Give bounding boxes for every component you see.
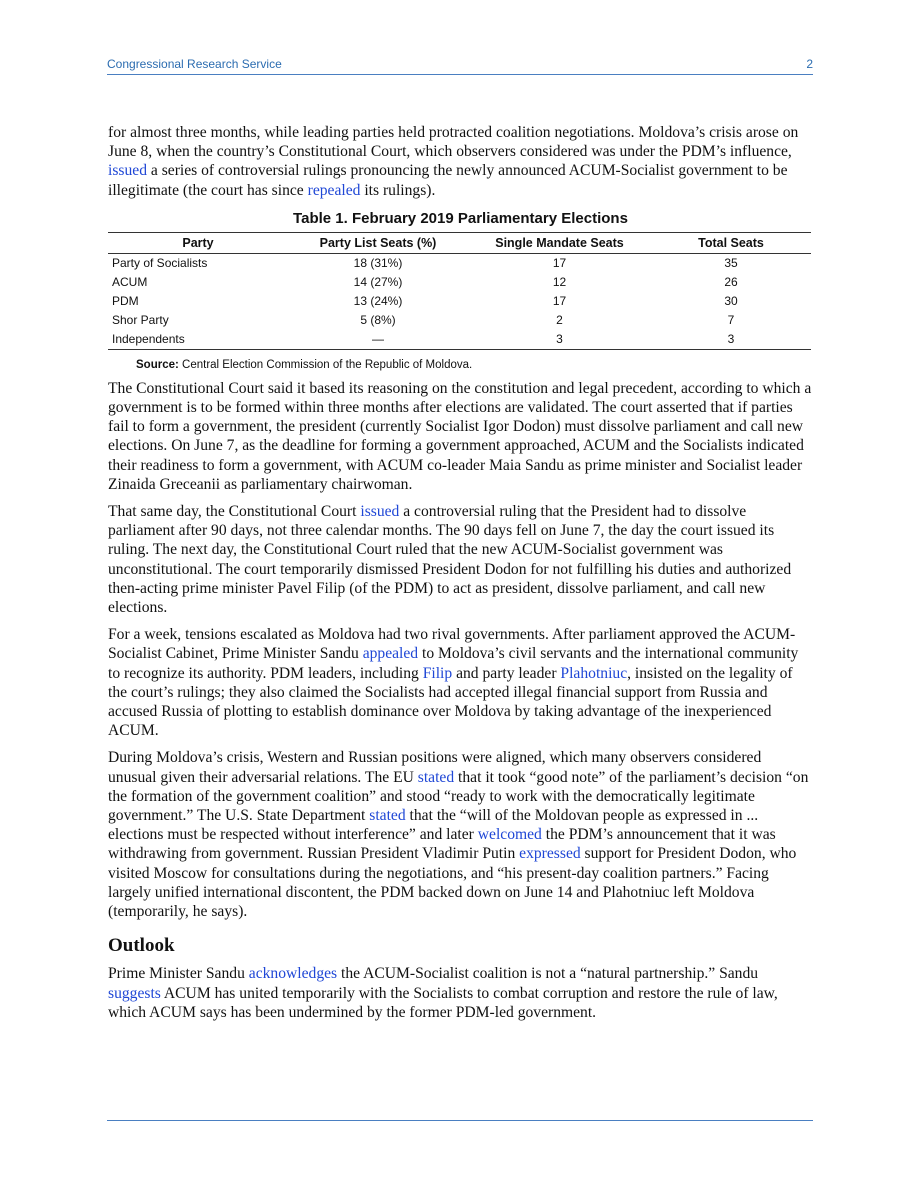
cell-party: Independents	[108, 330, 288, 350]
link-plahotniuc[interactable]: Plahotniuc	[560, 664, 628, 682]
paragraph-outlook: Prime Minister Sandu acknowledges the ACUM-Socialist coalition is not a “natural partnership.” Sandu suggests ACUM has united temporarily with the Socialists to combat corruption and restore the rule of law, which ACUM says has been undermined by the former PDM-led government.	[108, 965, 778, 1021]
paragraph-international-positions: During Moldova’s crisis, Western and Russian positions were aligned, which many observers considered unusual given their adversarial relations. The EU stated that it took “good note” of the parliament’s decision “on the formation of the government coalition” and stood “ready to work with the democratically legitimate government.” The U.S. State Department stated that the “will of the Moldovan people as expressed in ... elections must be respected without interference” and later welcomed the PDM’s announcement that it was withdrawing from government. Russian President Vladimir Putin expressed support for President Dodon, who visited Moscow for consultations during the negotiations, and “his present-day coalition partners.” Facing largely unified international discontent, the PDM backed down on June 14 and Plahotniuc left Moldova (temporarily, he says).	[108, 749, 809, 921]
cell-party: Shor Party	[112, 313, 169, 328]
cell-single-mandate: 2	[556, 313, 563, 328]
link-us-stated[interactable]: stated	[369, 807, 406, 825]
footer-rule	[107, 1120, 813, 1121]
paragraph-rival-governments: For a week, tensions escalated as Moldova had two rival governments. After parliament approved the ACUM-Socialist Cabinet, Prime Minister Sandu appealed to Moldova’s civil servants and the international community to recognize its authority. PDM leaders, including Filip and party leader Plahotniuc, insisted on the legality of the court’s rulings; they also claimed the Socialists had accepted illegal financial support from Russia and accused Russia of plotting to establish dominance over Moldova by taking advantage of the inexperienced ACUM.	[108, 626, 799, 740]
table-source-note: Source: Central Election Commission of the Republic of Moldova.	[136, 358, 473, 371]
link-filip[interactable]: Filip	[422, 664, 453, 682]
cell-list-seats: —	[288, 330, 468, 350]
link-issued[interactable]: issued	[108, 162, 147, 180]
link-appealed[interactable]: appealed	[362, 645, 419, 663]
link-repealed[interactable]: repealed	[307, 181, 361, 199]
column-header-single-mandate: Single Mandate Seats	[468, 232, 651, 253]
source-label: Source:	[136, 358, 179, 371]
paragraph-court-ruling: That same day, the Constitutional Court issued a controversial ruling that the President had to dissolve parliament after 90 days, not three calendar months. The 90 days fell on June 7, the day the court issued its ruling. The next day, the Constitutional Court ruled that the new ACUM-Socialist government was unconstitutional. The court temporarily dismissed President Dodon for not fulfilling his duties and authorized then-acting prime minister Pavel Filip (of the PDM) to act as president, dissolve parliament, and call new elections.	[108, 503, 792, 617]
header-page-number: 2	[806, 57, 813, 71]
column-header-list-seats: Party List Seats (%)	[288, 232, 468, 253]
cell-list-seats: 13 (24%)	[353, 294, 403, 309]
table-row	[108, 292, 811, 311]
link-suggests[interactable]: suggests	[108, 984, 161, 1002]
cell-party: ACUM	[112, 275, 148, 290]
election-results-table	[108, 232, 811, 350]
cell-list-seats: 5 (8%)	[360, 313, 396, 328]
cell-list-seats: 18 (31%)	[353, 256, 403, 271]
table-row	[108, 330, 811, 350]
paragraph-intro: for almost three months, while leading parties held protracted coalition negotiations. Moldova’s crisis arose on June 8, when the country’s Constitutional Court, which observers considered was under the PDM’s influence, issued a series of controversial rulings pronouncing the newly announced ACUM-Socialist government to be illegitimate (the court has since repealed its rulings).	[108, 124, 799, 199]
paragraph-court-reasoning: The Constitutional Court said it based its reasoning on the constitution and legal precedent, according to which a government is to be formed within three months after elections are validated. The court asserted that if parties fail to form a government, the president (currently Socialist Igor Dodon) must dissolve parliament and call new elections. On June 7, as the deadline for forming a government approached, ACUM and the Socialists indicated their readiness to form a government, with ACUM co-leader Maia Sandu as prime minister and Socialist leader Zinaida Greceanii as parliamentary chairwoman.	[108, 379, 812, 493]
column-header-party: Party	[108, 232, 288, 253]
column-header-total: Total Seats	[651, 232, 811, 253]
table-row	[108, 311, 811, 330]
cell-total: 35	[724, 256, 738, 271]
header-publisher: Congressional Research Service	[107, 57, 282, 71]
cell-total: 30	[724, 294, 738, 309]
cell-single-mandate: 17	[552, 294, 567, 309]
link-acknowledges[interactable]: acknowledges	[248, 965, 338, 983]
cell-single-mandate: 17	[552, 256, 567, 271]
table-header-row	[108, 232, 811, 253]
link-welcomed[interactable]: welcomed	[477, 826, 542, 844]
cell-total: 3	[651, 330, 811, 350]
link-issued-ruling[interactable]: issued	[360, 503, 400, 521]
cell-total: 26	[724, 275, 738, 290]
table-row	[108, 253, 811, 273]
table-title: Table 1. February 2019 Parliamentary Elections	[293, 209, 628, 227]
section-heading-outlook: Outlook	[108, 935, 175, 957]
cell-party: PDM	[112, 294, 139, 309]
link-expressed[interactable]: expressed	[519, 845, 581, 863]
document-body	[108, 123, 813, 1030]
cell-single-mandate: 3	[468, 330, 651, 350]
cell-party: Party of Socialists	[112, 256, 208, 271]
cell-total: 7	[727, 313, 735, 328]
cell-list-seats: 14 (27%)	[353, 275, 403, 290]
header-rule	[107, 74, 813, 75]
table-row	[108, 273, 811, 292]
link-eu-stated[interactable]: stated	[417, 768, 455, 786]
cell-single-mandate: 12	[552, 275, 567, 290]
